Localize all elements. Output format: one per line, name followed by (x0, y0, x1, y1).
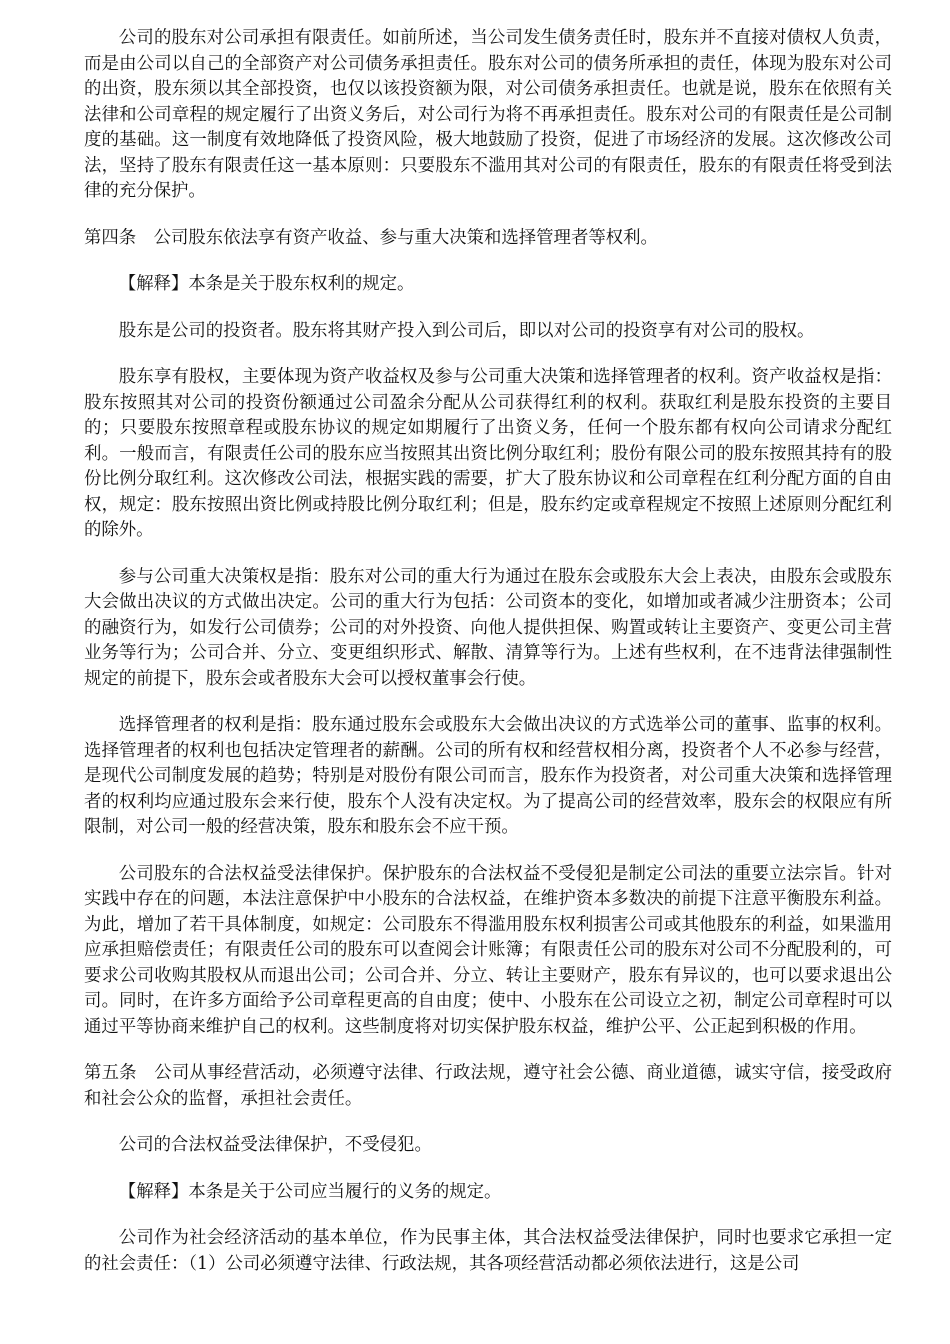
paragraph-shareholder-limited-liability: 公司的股东对公司承担有限责任。如前所述，当公司发生债务责任时，股东并不直接对债权人负责，而是由公司以自己的全部资产对公司债务承担责任。股东对公司的债务所承担的责任，体现为股东对公司的出资，股东须以其全部投资，也仅以该投资额为限，对公司债务承担责任。也就是说，股东在依照有关法律和公司章程的规定履行了出资义务后，对公司行为将不再承担责任。股东对公司的有限责任是公司制度的基础。这一制度有效地降低了投资风险，极大地鼓励了投资，促进了市场经济的发展。这次修改公司法，坚持了股东有限责任这一基本原则：只要股东不滥用其对公司的有限责任，股东的有限责任将受到法律的充分保护。 (84, 28, 892, 201)
article-5-explanation: 【解释】本条是关于公司应当履行的义务的规定。 (118, 1181, 502, 1202)
article-5-second-clause: 公司的合法权益受法律保护，不受侵犯。 (118, 1135, 432, 1155)
document-page (84, 26, 892, 1298)
paragraph-major-decision-right: 参与公司重大决策权是指：股东对公司的重大行为通过在股东会或股东大会上表决，由股东会或股东大会做出决议的方式做出决定。公司的重大行为包括：公司资本的变化，如增加或者减少注册资本；公司的融资行为，如发行公司债券；公司的对外投资、向他人提供担保、购置或转让主要资产、变更公司主营业务等行为；公司合并、分立、变更组织形式、解散、清算等行为。上述有些权利，在不违背法律强制性规定的前提下，股东会或者股东大会可以授权董事会行使。 (84, 566, 892, 689)
article-4-explanation: 【解释】本条是关于股东权利的规定。 (118, 274, 415, 294)
paragraph-shareholder-protection: 公司股东的合法权益受法律保护。保护股东的合法权益不受侵犯是制定公司法的重要立法宗旨。针对实践中存在的问题，本法注意保护中小股东的合法权益，在维护资本多数决的前提下注意平衡股东利益。为此，增加了若干具体制度，如规定：公司股东不得滥用股东权利损害公司或其他股东的利益，如果滥用应承担赔偿责任；有限责任公司的股东可以查阅会计账簿；有限责任公司的股东对公司不分配股利的，可要求公司收购其股权从而退出公司；公司合并、分立、转让主要财产，股东有异议的，也可以要求退出公司。同时，在许多方面给予公司章程更高的自由度；使中、小股东在公司设立之初，制定公司章程时可以通过平等协商来维护自己的权利。这些制度将对切实保护股东权益，维护公平、公正起到积极的作用。 (84, 863, 892, 1037)
article-4-heading: 第四条 公司股东依法享有资产收益、参与重大决策和选择管理者等权利。 (84, 227, 658, 248)
paragraph-select-managers-right: 选择管理者的权利是指：股东通过股东会或股东大会做出决议的方式选举公司的董事、监事的权利。选择管理者的权利也包括决定管理者的薪酬。公司的所有权和经营权相分离，投资者个人不必参与经营，是现代公司制度发展的趋势；特别是对股份有限公司而言，股东作为投资者，对公司重大决策和选择管理者的权利均应通过股东会来行使，股东个人没有决定权。为了提高公司的经营效率，股东会的权限应有所限制，对公司一般的经营决策，股东和股东会不应干预。 (84, 715, 892, 837)
paragraph-shareholder-investor: 股东是公司的投资者。股东将其财产投入到公司后，即以对公司的投资享有对公司的股权。 (118, 320, 815, 341)
article-5-heading: 第五条 公司从事经营活动，必须遵守法律、行政法规，遵守社会公德、商业道德，诚实守信，接受政府和社会公众的监督，承担社会责任。 (84, 1063, 892, 1109)
paragraph-asset-income-right: 股东享有股权，主要体现为资产收益权及参与公司重大决策和选择管理者的权利。资产收益权是指：股东按照其对公司的投资份额通过公司盈余分配从公司获得红利的权利。获取红利是股东投资的主要目的；只要股东按照章程或股东协议的规定如期履行了出资义务，任何一个股东都有权向公司请求分配红利。一般而言，有限责任公司的股东应当按照其出资比例分取红利；股份有限公司的股东按照其持有的股份比例分取红利。这次修改公司法，根据实践的需要，扩大了股东协议和公司章程在红利分配方面的自由权，规定：股东按照出资比例或持股比例分取红利；但是，股东约定或章程规定不按照上述原则分配红利的除外。 (84, 367, 892, 540)
paragraph-company-social-responsibility: 公司作为社会经济活动的基本单位，作为民事主体，其合法权益受法律保护，同时也要求它承担一定的社会责任：（1）公司必须遵守法律、行政法规，其各项经营活动都必须依法进行，这是公司 (84, 1228, 892, 1274)
